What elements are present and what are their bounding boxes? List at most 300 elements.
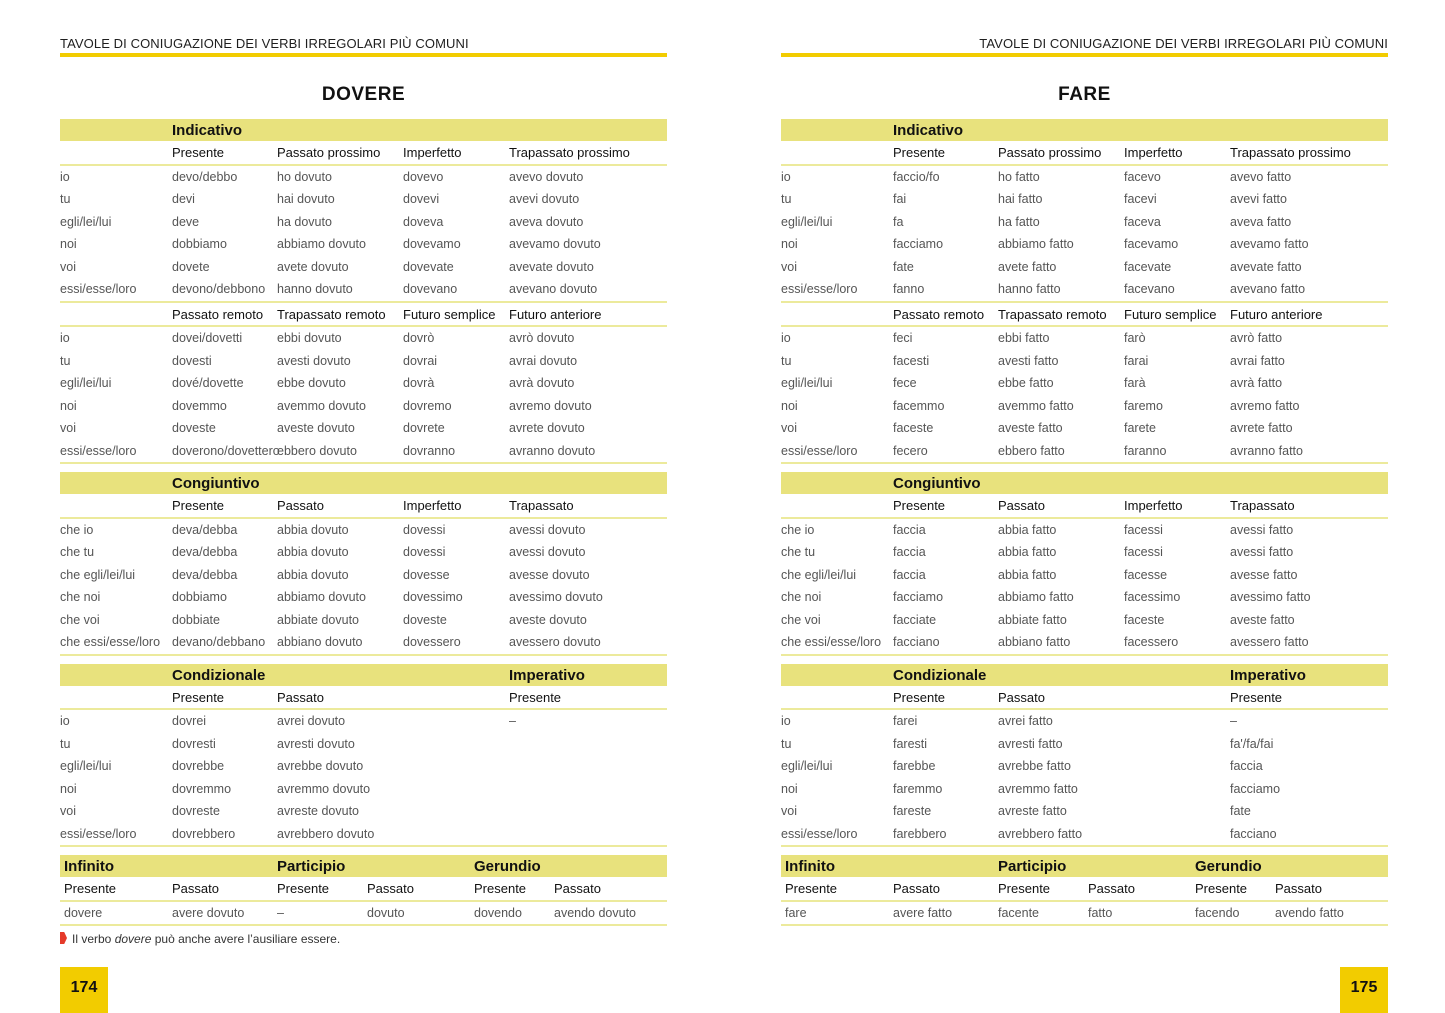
verb-form: doveva: [403, 214, 444, 229]
verb-form: aveva fatto: [1230, 214, 1292, 229]
conjugation-row: [781, 256, 1388, 279]
tense-label: Presente: [1195, 881, 1248, 896]
arrow-marker-icon: [60, 932, 67, 944]
mood-title: Gerundio: [1195, 858, 1262, 875]
verb-form: abbia fatto: [998, 522, 1057, 537]
conjugation-row: [781, 188, 1388, 211]
conjugation-row: [60, 541, 667, 564]
conjugation-row: [60, 733, 667, 756]
verb-form: avrà fatto: [1230, 376, 1283, 390]
mood-title: Gerundio: [474, 858, 541, 875]
verb-form: faranno: [1124, 443, 1167, 458]
verb-form: avrebbe dovuto: [277, 759, 364, 773]
verb-form: ebbe dovuto: [277, 376, 346, 390]
verb-form: abbia dovuto: [277, 567, 349, 582]
person-label: che tu: [781, 545, 816, 559]
verb-form: doveste: [403, 612, 447, 627]
tense-label: Passato: [554, 881, 601, 896]
verb-form: farei: [893, 714, 918, 728]
conjugation-row: [60, 327, 667, 350]
person-label: tu: [60, 736, 71, 751]
conjugation-row: [781, 519, 1388, 542]
conjugation-row: [781, 233, 1388, 256]
verb-form: dobbiamo: [172, 590, 227, 604]
nonfinite-row: [781, 902, 1388, 927]
conjugation-row: [60, 755, 667, 778]
tense-label: Passato prossimo: [277, 145, 381, 160]
verb-form: faccia: [893, 522, 926, 537]
verb-form: facevo: [1124, 169, 1161, 184]
verb-form: dovete: [172, 259, 210, 274]
verb-form: dové/dovette: [172, 376, 244, 390]
verb-form: dovessi: [403, 522, 446, 537]
person-label: che essi/esse/loro: [781, 635, 882, 649]
verb-form: avremmo dovuto: [277, 781, 371, 796]
verb-form: abbia dovuto: [277, 522, 349, 537]
conjugation-row: [781, 778, 1388, 801]
tense-label: Passato: [172, 881, 219, 896]
verb-form: faccia: [1230, 759, 1263, 773]
person-label: egli/lei/lui: [781, 759, 833, 773]
footnote-verb: dovere: [114, 932, 152, 946]
tense-label: Imperfetto: [1124, 145, 1183, 160]
page-number: 174: [60, 967, 108, 1013]
person-label: io: [60, 714, 70, 728]
person-label: che egli/lei/lui: [781, 567, 857, 582]
verb-form: dovessimo: [403, 590, 463, 604]
verb-form: facciano: [893, 635, 940, 649]
verb-form: avrete dovuto: [509, 421, 585, 435]
tense-label: Presente: [893, 145, 946, 160]
verb-form: abbiamo dovuto: [277, 590, 366, 604]
person-label: tu: [781, 192, 792, 206]
verb-form: facesti: [893, 353, 930, 368]
tense-header-row: [60, 494, 667, 519]
person-label: noi: [781, 781, 798, 796]
person-label: noi: [60, 781, 77, 796]
tense-label: Passato: [277, 498, 324, 513]
verb-form: dovuto: [367, 905, 405, 920]
verb-form: facessi: [1124, 522, 1163, 537]
verb-form: avesti fatto: [998, 353, 1059, 368]
conjugation-row: [60, 564, 667, 587]
mood-band-nonfinite: [781, 855, 1388, 877]
person-label: che io: [60, 522, 94, 537]
tense-label: Passato: [998, 689, 1045, 705]
verb-form: farebbero: [893, 826, 947, 841]
verb-form: avrei fatto: [998, 714, 1053, 728]
verb-form: dovesse: [403, 567, 450, 582]
conjugation-row: [781, 350, 1388, 373]
verb-form: doverono/dovettero: [172, 443, 280, 458]
person-label: io: [60, 331, 70, 345]
verb-form: facciano: [1230, 826, 1277, 841]
footnote-text-post: può anche avere l’ausiliare essere.: [151, 932, 341, 946]
person-label: io: [781, 169, 791, 184]
verb-form: avrai fatto: [1230, 353, 1285, 368]
verb-form: avete fatto: [998, 259, 1057, 274]
conjugation-row: [60, 519, 667, 542]
verb-form: avreste dovuto: [277, 804, 359, 818]
conjugation-row: [60, 609, 667, 632]
verb-form: deva/debba: [172, 545, 238, 559]
verb-title: DOVERE: [321, 84, 406, 105]
verb-form: hanno fatto: [998, 282, 1061, 296]
conjugation-row: [781, 710, 1388, 733]
verb-form: avevano fatto: [1230, 282, 1306, 296]
verb-form: avevamo dovuto: [509, 237, 601, 251]
verb-form: avreste fatto: [998, 804, 1067, 818]
tense-label: Futuro anteriore: [509, 306, 602, 322]
verb-form: facemmo: [893, 398, 945, 413]
person-label: voi: [781, 259, 797, 274]
verb-form: avendo dovuto: [554, 905, 637, 920]
mood-title: Congiuntivo: [893, 475, 981, 492]
tense-label: Presente: [893, 498, 946, 513]
tense-label: Passato remoto: [893, 306, 985, 322]
verb-form: dovreste: [172, 804, 220, 818]
tense-label: Trapassato prossimo: [509, 145, 630, 160]
verb-form: farai: [1124, 353, 1149, 368]
conjugation-row: [60, 278, 667, 303]
verb-form: avesse dovuto: [509, 567, 590, 582]
verb-form: avremo dovuto: [509, 398, 592, 413]
verb-form: dovevate: [403, 259, 454, 274]
verb-form: facciamo: [893, 590, 944, 604]
conjugation-row: [60, 710, 667, 733]
verb-form: avresti dovuto: [277, 736, 355, 751]
conjugation-row: [781, 755, 1388, 778]
tense-label: Imperfetto: [1124, 498, 1183, 513]
person-label: io: [60, 169, 70, 184]
mood-band-congiuntivo: [60, 472, 667, 494]
verb-form: fate: [1230, 804, 1251, 818]
verb-form: avessi fatto: [1230, 522, 1294, 537]
person-label: egli/lei/lui: [781, 214, 833, 229]
tense-header-row: [60, 303, 667, 328]
page-left: [60, 0, 667, 1013]
person-label: noi: [60, 398, 77, 413]
verb-form: farebbe: [893, 759, 936, 773]
verb-form: fare: [785, 905, 807, 920]
conjugation-row: [781, 372, 1388, 395]
verb-form: avrò dovuto: [509, 331, 575, 345]
verb-form: avrebbero dovuto: [277, 826, 375, 841]
person-label: che voi: [60, 612, 100, 627]
verb-form: avesse fatto: [1230, 567, 1298, 582]
tense-label: Futuro semplice: [403, 306, 496, 322]
verb-form: facevate: [1124, 259, 1172, 274]
verb-form: hanno dovuto: [277, 282, 353, 296]
conjugation-row: [60, 778, 667, 801]
tense-label: Presente: [509, 689, 562, 705]
verb-form: fareste: [893, 804, 932, 818]
conjugation-row: [781, 440, 1388, 465]
conjugation-row: [60, 372, 667, 395]
verb-form: avevano dovuto: [509, 282, 598, 296]
verb-form: facessimo: [1124, 590, 1181, 604]
mood-title: Imperativo: [1230, 666, 1306, 684]
running-header: TAVOLE DI CONIUGAZIONE DEI VERBI IRREGOLARI PIÙ COMUNI: [60, 36, 469, 51]
conjugation-row: [60, 417, 667, 440]
tense-header-row: [781, 494, 1388, 519]
verb-form: dovevi: [403, 192, 440, 206]
conjugation-row: [781, 541, 1388, 564]
person-label: tu: [60, 192, 71, 206]
verb-form: abbiamo fatto: [998, 237, 1074, 251]
person-label: essi/esse/loro: [781, 443, 858, 458]
tense-header-row: [781, 877, 1388, 902]
verb-form: dovessi: [403, 545, 446, 559]
verb-form: hai fatto: [998, 192, 1043, 206]
mood-title: Condizionale: [172, 666, 266, 684]
verb-form: dovevamo: [403, 237, 461, 251]
tense-label: Passato remoto: [172, 306, 264, 322]
verb-form: ho dovuto: [277, 169, 332, 184]
person-label: che voi: [781, 612, 821, 627]
verb-form: devi: [172, 192, 195, 206]
verb-form: facendo: [1195, 905, 1240, 920]
verb-form: ebbero fatto: [998, 443, 1065, 458]
nonfinite-row: [60, 902, 667, 927]
conjugation-row: [781, 278, 1388, 303]
verb-form: fate: [893, 259, 914, 274]
footnote: [60, 932, 340, 946]
verb-form: facevi: [1124, 192, 1157, 206]
verb-form: dobbiamo: [172, 237, 227, 251]
verb-form: faccia: [893, 567, 926, 582]
verb-form: avevo fatto: [1230, 169, 1292, 184]
mood-title: Infinito: [64, 858, 114, 875]
tense-label: Trapassato prossimo: [1230, 145, 1351, 160]
mood-title: Participio: [277, 858, 346, 875]
mood-title: Indicativo: [893, 122, 964, 139]
verb-form: facevano: [1124, 282, 1175, 296]
person-label: noi: [781, 237, 798, 251]
verb-form: dovrete: [403, 421, 445, 435]
verb-form: avranno fatto: [1230, 443, 1303, 458]
person-label: essi/esse/loro: [781, 826, 858, 841]
person-label: noi: [781, 398, 798, 413]
verb-form: avrei dovuto: [277, 714, 346, 728]
tense-label: Trapassato remoto: [277, 306, 386, 322]
conjugation-row: [60, 631, 667, 656]
tense-label: Trapassato remoto: [998, 306, 1107, 322]
verb-form: facevamo: [1124, 237, 1179, 251]
verb-form: dovremmo: [172, 781, 232, 796]
verb-form: dovevano: [403, 282, 458, 296]
person-label: essi/esse/loro: [781, 282, 858, 296]
verb-form: fa'/fa/fai: [1230, 736, 1274, 751]
verb-form: –: [509, 714, 516, 728]
verb-form: –: [1230, 714, 1237, 728]
verb-form: devano/debbano: [172, 635, 266, 649]
verb-form: avendo fatto: [1275, 905, 1344, 920]
tense-header-row: [60, 877, 667, 902]
verb-form: aveste dovuto: [509, 612, 587, 627]
conjugation-row: [781, 395, 1388, 418]
running-header: TAVOLE DI CONIUGAZIONE DEI VERBI IRREGOLARI PIÙ COMUNI: [979, 36, 1388, 51]
verb-form: avesti dovuto: [277, 353, 351, 368]
mood-title: Participio: [998, 858, 1067, 875]
conjugation-row: [781, 564, 1388, 587]
verb-title: FARE: [1058, 84, 1111, 105]
conjugation-row: [60, 586, 667, 609]
tense-label: Presente: [785, 881, 838, 896]
verb-form: avrebbe fatto: [998, 759, 1071, 773]
verb-form: abbiamo fatto: [998, 590, 1074, 604]
conjugation-row: [60, 166, 667, 189]
conjugation-row: [781, 823, 1388, 848]
tense-label: Imperfetto: [403, 145, 462, 160]
tense-header-row: [781, 141, 1388, 166]
mood-band-condizionale: [60, 664, 667, 686]
tense-label: Passato: [998, 498, 1045, 513]
verb-form: abbiate fatto: [998, 612, 1067, 627]
conjugation-row: [781, 211, 1388, 234]
tense-label: Presente: [474, 881, 527, 896]
verb-form: faremo: [1124, 398, 1163, 413]
tense-label: Presente: [172, 145, 225, 160]
verb-form: faceste: [1124, 612, 1165, 627]
verb-form: dobbiate: [172, 612, 220, 627]
person-label: tu: [781, 736, 792, 751]
verb-form: –: [277, 905, 284, 920]
conjugation-row: [60, 800, 667, 823]
verb-form: dovresti: [172, 736, 216, 751]
verb-form: aveva dovuto: [509, 214, 584, 229]
mood-band-nonfinite: [60, 855, 667, 877]
verb-form: dovrà: [403, 376, 435, 390]
verb-form: fanno: [893, 282, 925, 296]
verb-form: abbiate dovuto: [277, 612, 360, 627]
verb-form: avere dovuto: [172, 905, 245, 920]
person-label: che egli/lei/lui: [60, 567, 136, 582]
verb-form: facente: [998, 905, 1040, 920]
verb-form: hai dovuto: [277, 192, 335, 206]
verb-form: ha fatto: [998, 214, 1040, 229]
verb-form: avessimo dovuto: [509, 590, 603, 604]
person-label: essi/esse/loro: [60, 443, 137, 458]
verb-form: facciamo: [893, 237, 944, 251]
footnote-text-pre: Il verbo: [72, 932, 115, 946]
mood-band-indicativo: [781, 119, 1388, 141]
conjugation-row: [781, 586, 1388, 609]
verb-form: ebbero dovuto: [277, 443, 357, 458]
verb-form: avere fatto: [893, 905, 953, 920]
verb-form: dovranno: [403, 443, 456, 458]
person-label: egli/lei/lui: [60, 214, 112, 229]
verb-form: abbiano dovuto: [277, 635, 363, 649]
verb-form: feci: [893, 331, 913, 345]
verb-form: ho fatto: [998, 169, 1040, 184]
tense-label: Futuro semplice: [1124, 306, 1217, 322]
verb-form: avevo dovuto: [509, 169, 584, 184]
verb-form: avevate fatto: [1230, 259, 1302, 274]
person-label: essi/esse/loro: [60, 282, 137, 296]
person-label: io: [781, 331, 791, 345]
verb-form: faceva: [1124, 214, 1161, 229]
conjugation-row: [781, 631, 1388, 656]
verb-form: devo/debbo: [172, 169, 238, 184]
tense-label: Passato: [1275, 881, 1322, 896]
verb-form: avranno dovuto: [509, 443, 596, 458]
conjugation-row: [60, 211, 667, 234]
tense-label: Presente: [64, 881, 117, 896]
verb-form: avessero dovuto: [509, 635, 601, 649]
verb-form: farete: [1124, 421, 1156, 435]
verb-form: dovesti: [172, 353, 212, 368]
verb-form: avresti fatto: [998, 736, 1063, 751]
person-label: egli/lei/lui: [781, 376, 833, 390]
verb-form: faremmo: [893, 781, 943, 796]
verb-form: dovrai: [403, 353, 438, 368]
verb-form: ebbe fatto: [998, 376, 1054, 390]
tense-label: Passato: [893, 881, 940, 896]
person-label: tu: [781, 353, 792, 368]
verb-form: fa: [893, 214, 904, 229]
verb-form: fatto: [1088, 905, 1113, 920]
verb-form: avrebbero fatto: [998, 826, 1083, 841]
verb-form: faceste: [893, 421, 934, 435]
verb-form: facciate: [893, 612, 937, 627]
verb-form: avessero fatto: [1230, 635, 1309, 649]
verb-form: avrete fatto: [1230, 421, 1293, 435]
verb-form: deva/debba: [172, 567, 238, 582]
conjugation-table: [60, 119, 667, 926]
person-label: voi: [60, 259, 76, 274]
person-label: egli/lei/lui: [60, 759, 112, 773]
verb-form: abbiano fatto: [998, 635, 1071, 649]
person-label: voi: [60, 804, 76, 818]
verb-form: ebbi dovuto: [277, 331, 342, 345]
verb-form: dovremo: [403, 398, 452, 413]
conjugation-row: [781, 327, 1388, 350]
verb-form: avete dovuto: [277, 259, 349, 274]
conjugation-row: [60, 440, 667, 465]
verb-form: faresti: [893, 736, 928, 751]
verb-form: dovrebbe: [172, 759, 225, 773]
tense-label: Futuro anteriore: [1230, 306, 1323, 322]
verb-form: abbiamo dovuto: [277, 237, 366, 251]
verb-form: aveste fatto: [998, 421, 1063, 435]
verb-form: abbia fatto: [998, 545, 1057, 559]
mood-band-congiuntivo: [781, 472, 1388, 494]
tense-label: Trapassato: [1230, 498, 1295, 513]
verb-form: avemmo dovuto: [277, 398, 366, 413]
tense-label: Presente: [172, 689, 225, 705]
verb-form: avessi fatto: [1230, 545, 1294, 559]
verb-form: farà: [1124, 376, 1146, 390]
conjugation-row: [781, 800, 1388, 823]
tense-label: Presente: [893, 689, 946, 705]
verb-form: avemmo fatto: [998, 398, 1074, 413]
conjugation-row: [60, 823, 667, 848]
verb-form: avremo fatto: [1230, 398, 1300, 413]
tense-label: Presente: [277, 881, 330, 896]
person-label: io: [781, 714, 791, 728]
tense-label: Imperfetto: [403, 498, 462, 513]
verb-form: facesse: [1124, 567, 1168, 582]
verb-form: dovevo: [403, 169, 444, 184]
tense-label: Presente: [1230, 689, 1283, 705]
mood-title: Infinito: [785, 858, 835, 875]
conjugation-row: [781, 417, 1388, 440]
conjugation-row: [60, 395, 667, 418]
tense-label: Presente: [172, 498, 225, 513]
tense-header-row: [60, 141, 667, 166]
verb-form: facciamo: [1230, 781, 1281, 796]
